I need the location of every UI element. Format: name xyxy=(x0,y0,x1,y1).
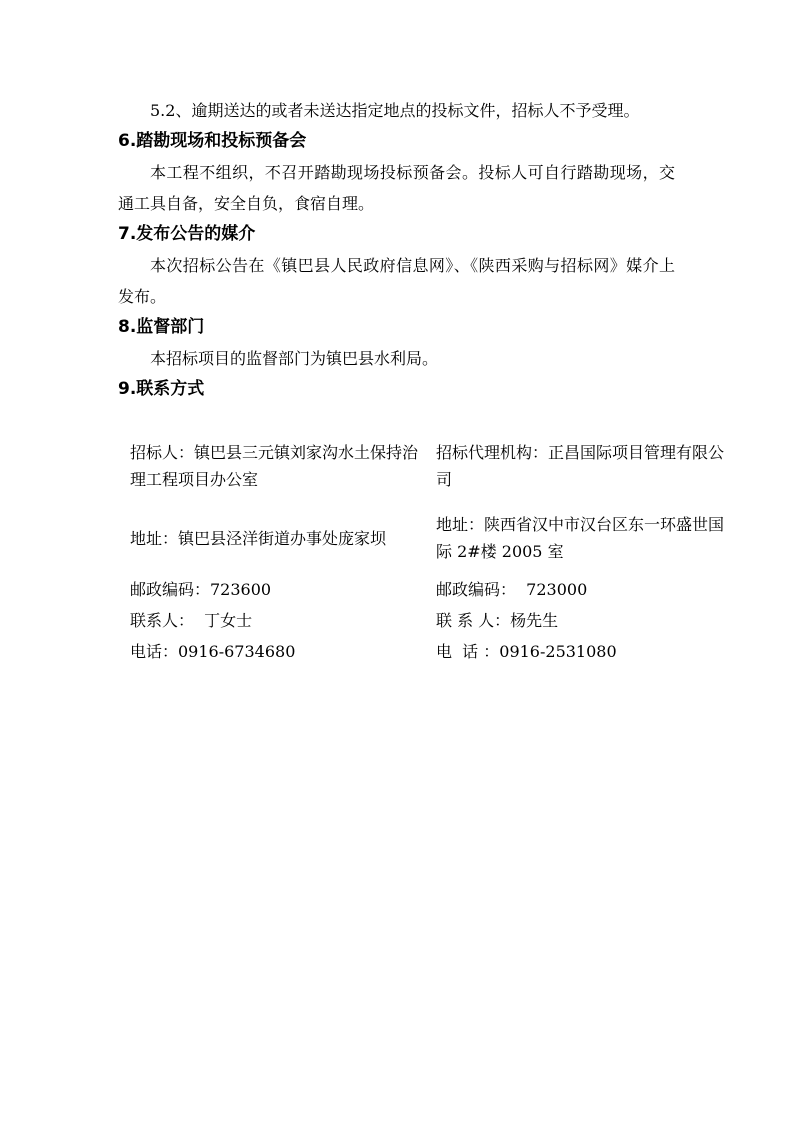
table-row-phone xyxy=(124,636,738,667)
section-7-paragraph: 本次招标公告在《镇巴县人民政府信息网》、《陕西采购与招标网》媒介上发布。 xyxy=(118,256,675,306)
section-9-heading: 9.联系方式 xyxy=(118,379,205,399)
table-row-parties xyxy=(124,430,738,502)
section-8-heading: 8.监督部门 xyxy=(118,317,205,337)
section-7-heading: 7.发布公告的媒介 xyxy=(118,224,256,244)
table-row-address xyxy=(124,502,738,574)
agency-cell: 招标代理机构：正昌国际项目管理有限公司 xyxy=(436,443,725,489)
bidder-contact-cell: 联系人： 丁女士 xyxy=(130,611,253,630)
agency-contact-cell: 联 系 人：杨先生 xyxy=(436,611,559,630)
section-6-heading: 6.踏勘现场和投标预备会 xyxy=(118,131,307,151)
agency-phone-cell: 电 话 ：0916-2531080 xyxy=(436,642,617,661)
contact-table xyxy=(124,430,738,667)
bidder-postal-cell: 邮政编码：723600 xyxy=(130,580,272,599)
agency-postal-cell: 邮政编码： 723000 xyxy=(436,580,588,599)
table-row-postal-code xyxy=(124,574,738,605)
section-6-paragraph: 本工程不组织，不召开踏勘现场投标预备会。投标人可自行踏勘现场，交通工具自备，安全自负，食宿自理。 xyxy=(118,163,675,213)
clause-5-2-paragraph: 5.2、逾期送达的或者未送达指定地点的投标文件，招标人不予受理。 xyxy=(150,101,640,120)
section-8-paragraph: 本招标项目的监督部门为镇巴县水利局。 xyxy=(150,349,439,368)
agency-address-cell: 地址：陕西省汉中市汉台区东一环盛世国际 2#楼 2005 室 xyxy=(436,515,725,561)
table-row-contact-person xyxy=(124,605,738,636)
bidder-address-cell: 地址：镇巴县泾洋街道办事处庞家坝 xyxy=(130,528,387,548)
bidder-phone-cell: 电话：0916-6734680 xyxy=(130,642,296,661)
bidder-cell: 招标人：镇巴县三元镇刘家沟水土保持治理工程项目办公室 xyxy=(130,443,419,489)
